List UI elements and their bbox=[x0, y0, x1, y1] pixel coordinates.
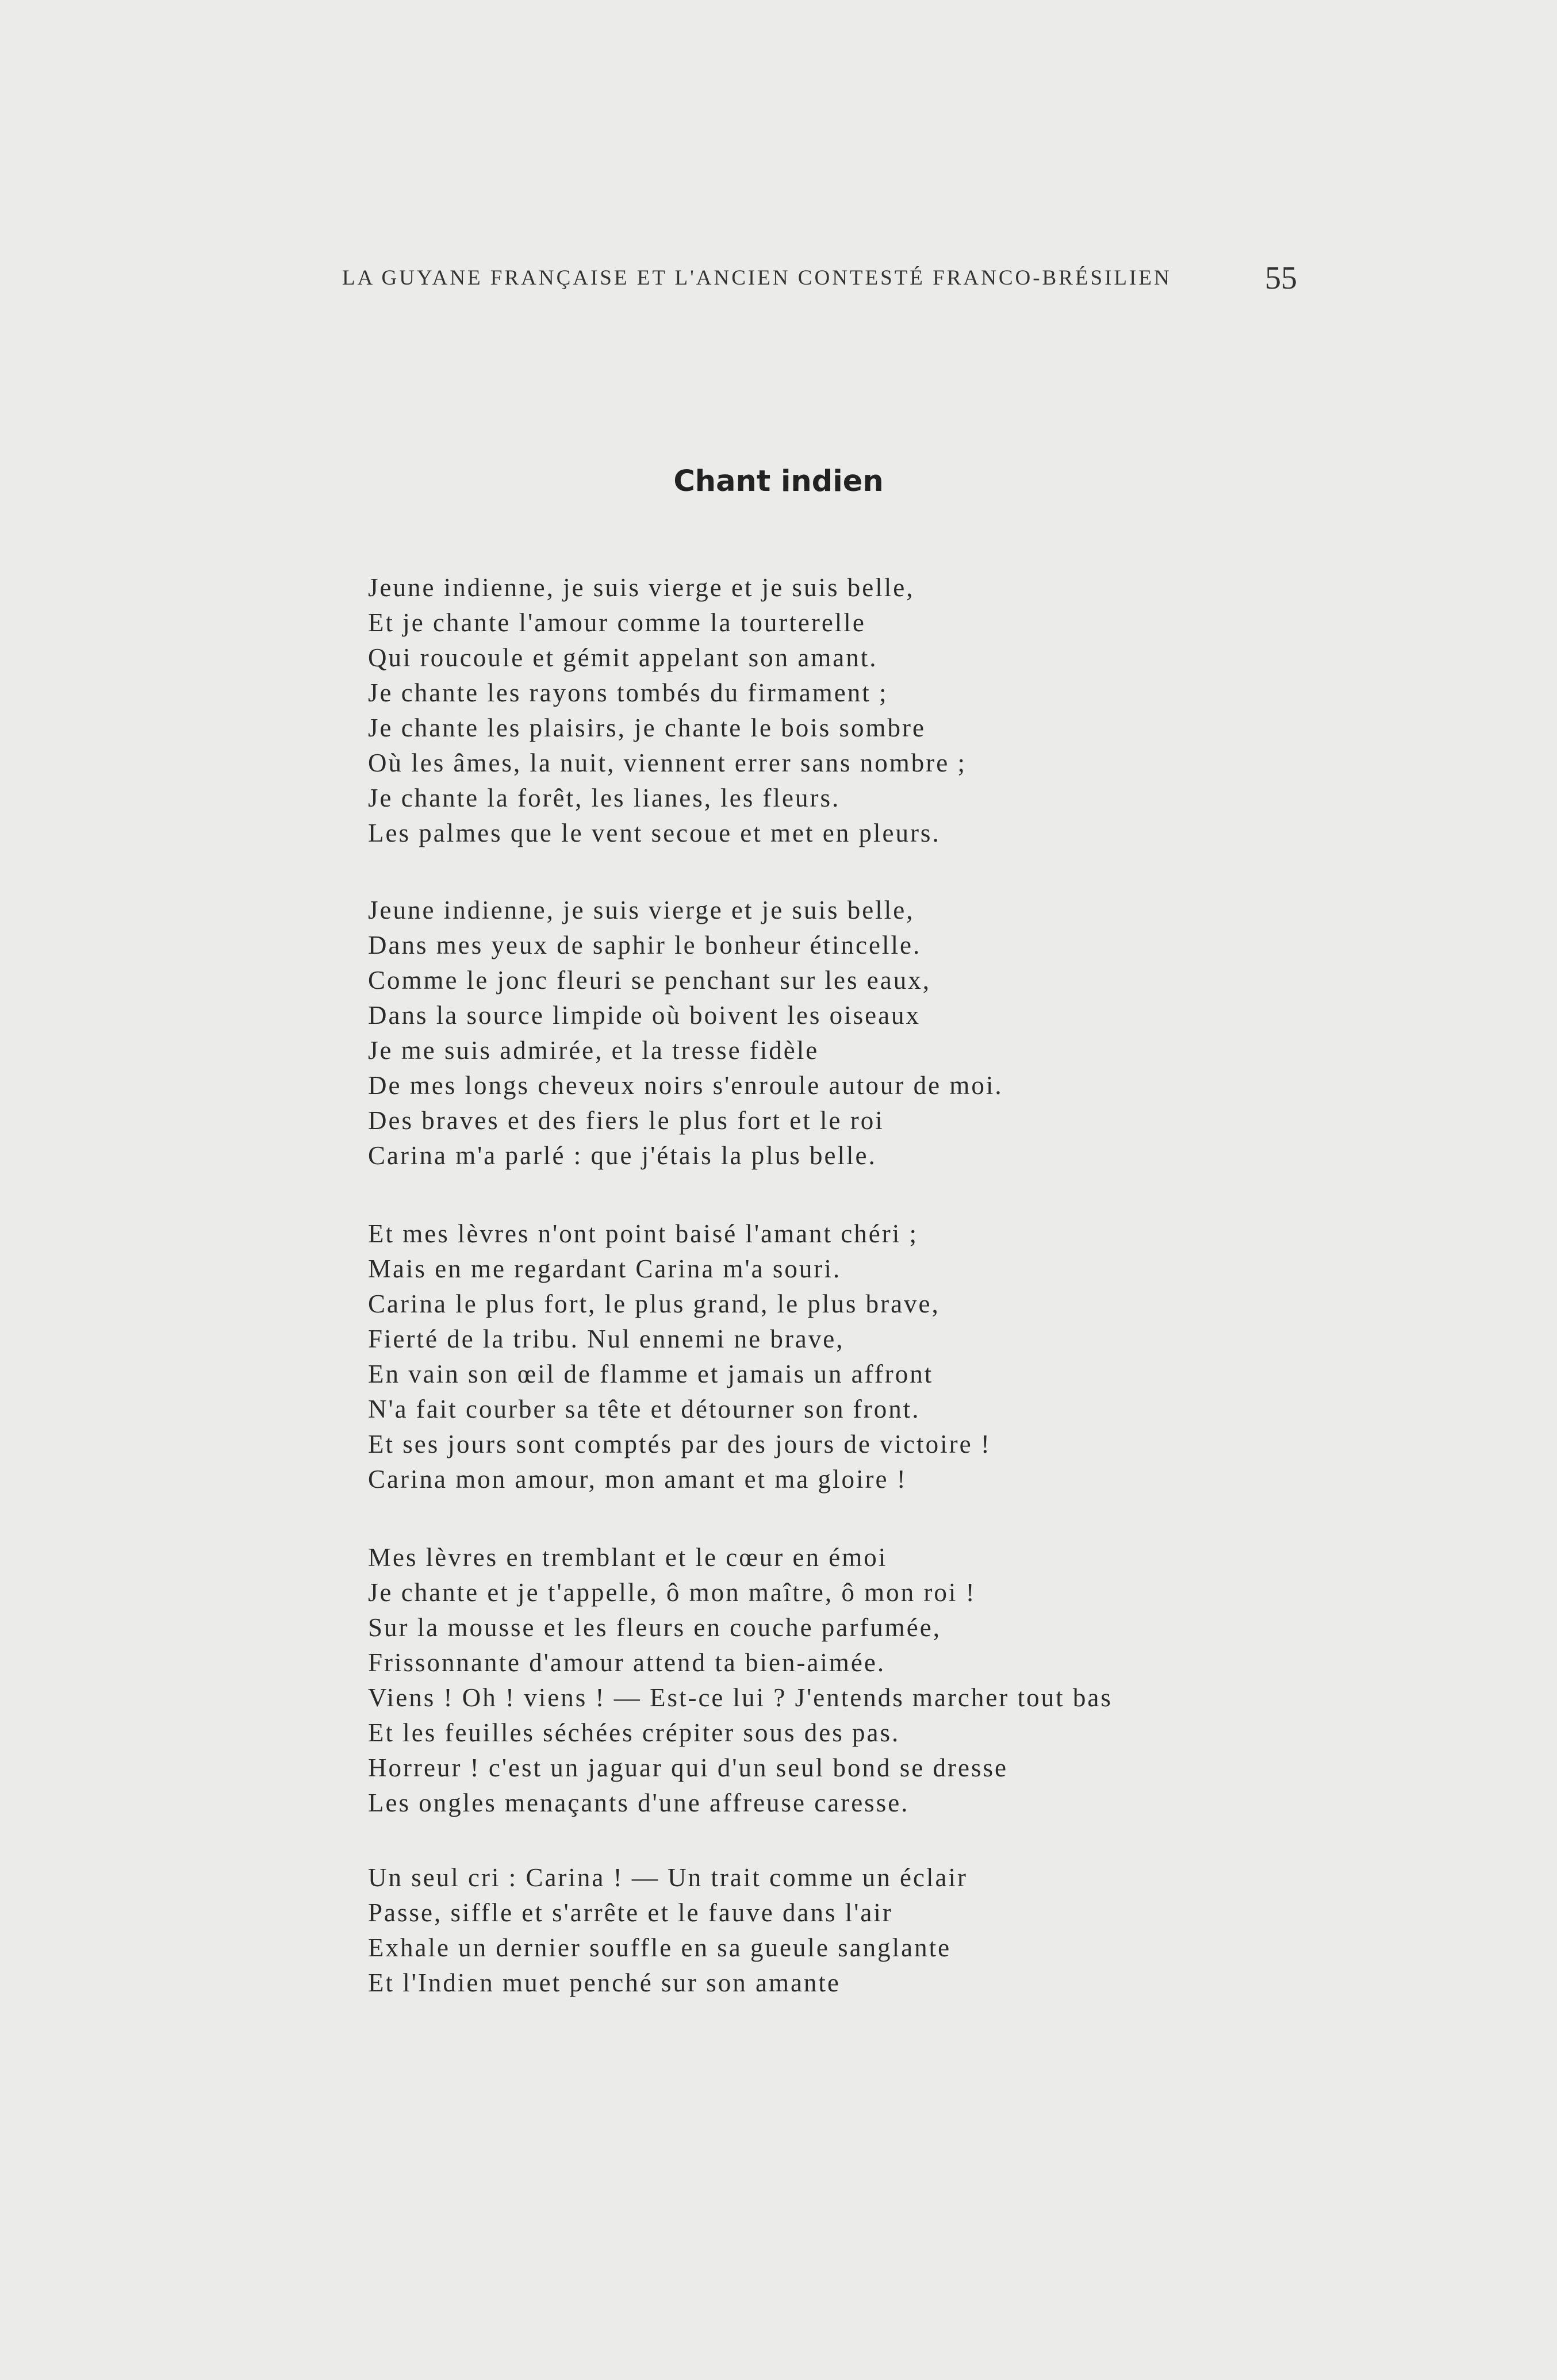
verse-line: Horreur ! c'est un jaguar qui d'un seul bond se dresse bbox=[368, 1753, 1008, 1782]
verse-line: Je chante la forêt, les lianes, les fleurs. bbox=[368, 784, 841, 812]
verse-line: Et l'Indien muet penché sur son amante bbox=[368, 1968, 841, 1997]
verse-line: Fierté de la tribu. Nul ennemi ne brave, bbox=[368, 1325, 845, 1353]
verse-line: Je me suis admirée, et la tresse fidèle bbox=[368, 1036, 819, 1065]
verse-line: Passe, siffle et s'arrête et le fauve dans l'air bbox=[368, 1898, 893, 1927]
verse-line: Sur la mousse et les fleurs en couche parfumée, bbox=[368, 1613, 941, 1642]
verse-line: Les palmes que le vent secoue et met en pleurs. bbox=[368, 819, 941, 847]
verse-line: Jeune indienne, je suis vierge et je suis belle, bbox=[368, 896, 915, 924]
stanza bbox=[368, 1540, 1113, 1821]
verse-line: N'a fait courber sa tête et détourner son front. bbox=[368, 1395, 921, 1423]
stanza bbox=[368, 893, 1003, 1173]
verse-line: De mes longs cheveux noirs s'enroule autour de moi. bbox=[368, 1071, 1003, 1100]
stanza bbox=[368, 1216, 991, 1497]
running-header: LA GUYANE FRANÇAISE ET L'ANCIEN CONTESTÉ FRANCO-BRÉSILIEN bbox=[342, 266, 1172, 290]
verse-line: Un seul cri : Carina ! — Un trait comme un éclair bbox=[368, 1863, 968, 1892]
verse-line: Mes lèvres en tremblant et le cœur en émoi bbox=[368, 1543, 888, 1572]
verse-line: Frissonnante d'amour attend ta bien-aimée. bbox=[368, 1648, 886, 1677]
stanza bbox=[368, 1860, 968, 2001]
verse-line: Viens ! Oh ! viens ! — Est-ce lui ? J'entends marcher tout bas bbox=[368, 1683, 1113, 1712]
verse-line: Qui roucoule et gémit appelant son amant. bbox=[368, 643, 878, 672]
stanza bbox=[368, 570, 967, 851]
verse-line: Comme le jonc fleuri se penchant sur les eaux, bbox=[368, 966, 931, 995]
page-number: 55 bbox=[1265, 260, 1297, 296]
verse-line: Dans mes yeux de saphir le bonheur étincelle. bbox=[368, 931, 922, 959]
verse-line: Carina mon amour, mon amant et ma gloire ! bbox=[368, 1465, 907, 1494]
verse-line: Exhale un dernier souffle en sa gueule sanglante bbox=[368, 1933, 952, 1962]
verse-line: Carina le plus fort, le plus grand, le plus brave, bbox=[368, 1289, 940, 1318]
verse-line: Et ses jours sont comptés par des jours de victoire ! bbox=[368, 1430, 991, 1458]
verse-line: Je chante les plaisirs, je chante le bois sombre bbox=[368, 713, 926, 742]
poem-title: Chant indien bbox=[673, 465, 884, 498]
verse-line: Je chante et je t'appelle, ô mon maître, ô mon roi ! bbox=[368, 1578, 976, 1607]
verse-line: Je chante les rayons tombés du firmament ; bbox=[368, 678, 888, 707]
verse-line: Jeune indienne, je suis vierge et je suis belle, bbox=[368, 573, 915, 602]
verse-line: Et les feuilles séchées crépiter sous des pas. bbox=[368, 1718, 900, 1747]
verse-line: Et mes lèvres n'ont point baisé l'amant chéri ; bbox=[368, 1219, 918, 1248]
verse-line: Les ongles menaçants d'une affreuse caresse. bbox=[368, 1788, 910, 1817]
verse-line: Dans la source limpide où boivent les oiseaux bbox=[368, 1001, 921, 1030]
verse-line: Où les âmes, la nuit, viennent errer sans nombre ; bbox=[368, 748, 967, 777]
verse-line: En vain son œil de flamme et jamais un affront bbox=[368, 1360, 934, 1388]
verse-line: Mais en me regardant Carina m'a souri. bbox=[368, 1254, 842, 1283]
verse-line: Carina m'a parlé : que j'étais la plus belle. bbox=[368, 1141, 877, 1170]
verse-line: Et je chante l'amour comme la tourterelle bbox=[368, 608, 866, 637]
verse-line: Des braves et des fiers le plus fort et le roi bbox=[368, 1106, 884, 1135]
